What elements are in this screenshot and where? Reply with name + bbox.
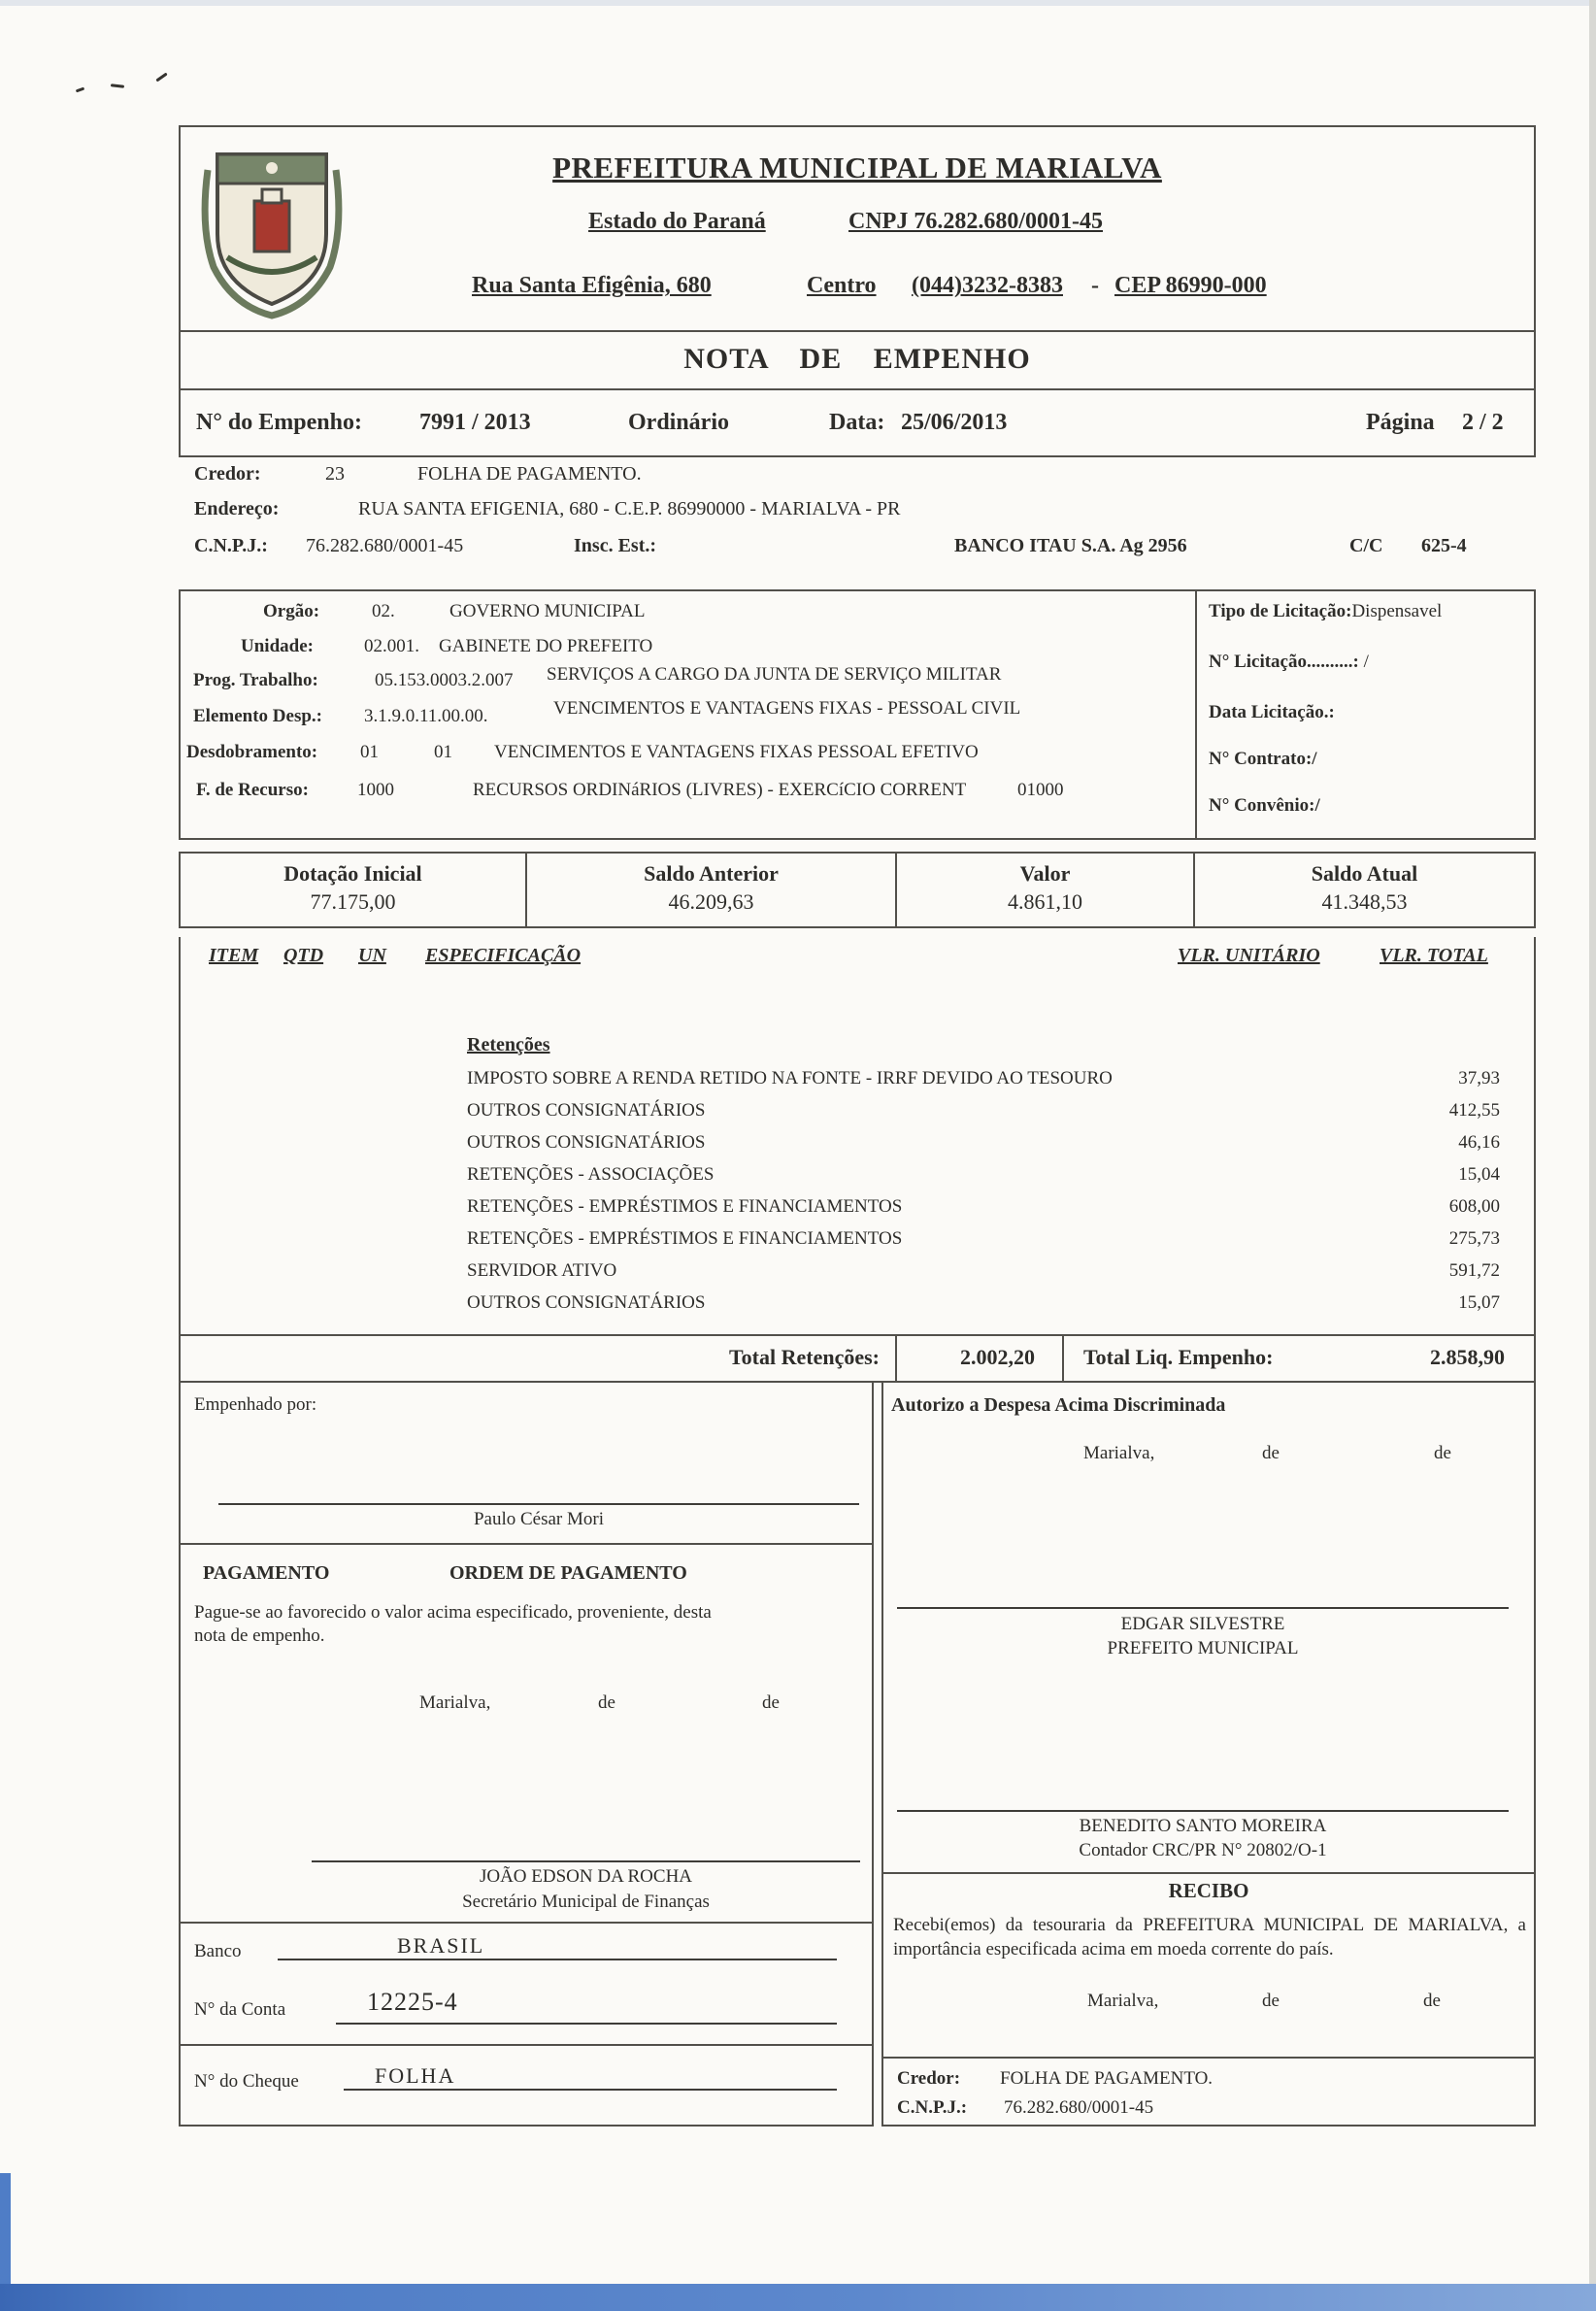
col-un: UN: [358, 945, 386, 966]
saldos-header: Valor: [1019, 861, 1071, 886]
recibo-title: RECIBO: [1168, 1879, 1249, 1902]
col-vlr-unitario: VLR. UNITÁRIO: [1178, 945, 1320, 966]
retencao-value: 37,93: [1458, 1068, 1500, 1089]
signature-line: [897, 1607, 1509, 1609]
retencoes-list: [467, 1068, 1500, 1324]
date-de-label: de: [1262, 1991, 1280, 2011]
signer-name: BENEDITO SANTO MOREIRA: [1079, 1816, 1327, 1836]
recibo-text: Recebi(emos) da tesouraria da PREFEITURA MUNICIPAL DE MARIALVA, a importância especificada acima em moeda corrente do país.: [893, 1915, 1526, 1959]
pagamento-title: PAGAMENTO: [203, 1562, 330, 1584]
city-label: Marialva,: [1087, 1991, 1159, 2011]
saldos-header: Saldo Anterior: [644, 861, 779, 886]
signer-role: Secretário Municipal de Finanças: [462, 1892, 710, 1912]
total-retencoes-value: 2.002,20: [897, 1336, 1064, 1381]
unidade-code: 02.001.: [364, 636, 419, 656]
retencao-value: 608,00: [1448, 1196, 1500, 1217]
retencoes-box: [179, 937, 1536, 1334]
tipo-licitacao-line: [1209, 601, 1442, 622]
retencao-row: [467, 1164, 1500, 1196]
retencao-desc: RETENÇÕES - EMPRÉSTIMOS E FINANCIAMENTOS: [467, 1228, 903, 1249]
retencao-value: 275,73: [1448, 1228, 1500, 1249]
conta-field-line: [336, 2023, 837, 2025]
prog-trabalho-desc: SERVIÇOS A CARGO DA JUNTA DE SERVIÇO MILITAR: [547, 664, 1002, 685]
signer-role: PREFEITO MUNICIPAL: [1107, 1638, 1299, 1658]
total-liquido-label: Total Liq. Empenho:: [1083, 1345, 1274, 1369]
retencao-value: 15,04: [1458, 1164, 1500, 1185]
total-liquido-cell: [1064, 1336, 1534, 1381]
saldos-value: 46.209,63: [668, 889, 754, 914]
fonte-recurso-code2: 01000: [1017, 780, 1064, 800]
desdobramento-label: Desdobramento:: [186, 742, 318, 762]
retencao-value: 412,55: [1448, 1100, 1500, 1121]
num-licitacao-label: N° Licitação..........:: [1209, 652, 1359, 672]
saldos-value: 77.175,00: [310, 889, 396, 914]
pen-mark: [155, 73, 167, 83]
data-licitacao-label: Data Licitação.:: [1209, 702, 1335, 722]
retencao-desc: OUTROS CONSIGNATÁRIOS: [467, 1100, 706, 1121]
saldos-header: Dotação Inicial: [283, 861, 422, 886]
autorizacao-title: Autorizo a Despesa Acima Discriminada: [891, 1394, 1226, 1416]
credor-code: 23: [325, 463, 345, 485]
empenho-row: [179, 390, 1536, 457]
conta-label: N° da Conta: [194, 1999, 286, 2020]
signature-line: [218, 1503, 859, 1505]
retencao-row: [467, 1196, 1500, 1228]
document-header: [179, 125, 1536, 332]
scan-edge-top: [0, 0, 1596, 6]
totais-row: [179, 1334, 1536, 1383]
elemento-desp-label: Elemento Desp.:: [193, 706, 322, 726]
banco-value: BRASIL: [397, 1933, 485, 1958]
cc-label: C/C: [1349, 535, 1383, 556]
tipo-licitacao-value: Dispensavel: [1351, 601, 1443, 621]
header-cnpj: CNPJ 76.282.680/0001-45: [848, 209, 1103, 234]
cnpj-label: C.N.P.J.:: [194, 535, 268, 556]
header-dash: -: [1091, 273, 1099, 298]
fonte-recurso-label: F. de Recurso:: [196, 780, 309, 800]
date-de-label: de: [1434, 1443, 1451, 1463]
retencao-value: 15,07: [1458, 1292, 1500, 1313]
retencao-desc: RETENÇÕES - EMPRÉSTIMOS E FINANCIAMENTOS: [467, 1196, 903, 1217]
num-convenio-label: N° Convênio:/: [1209, 795, 1320, 816]
retencao-desc: SERVIDOR ATIVO: [467, 1260, 617, 1281]
header-state: Estado do Paraná: [588, 209, 766, 234]
page-label: Página: [1366, 410, 1435, 435]
banco-conta-box: [179, 1924, 874, 2046]
endereco-value: RUA SANTA EFIGENIA, 680 - C.E.P. 86990000 - MARIALVA - PR: [358, 498, 901, 519]
saldos-value: 41.348,53: [1321, 889, 1408, 914]
ordem-pagamento-title: ORDEM DE PAGAMENTO: [449, 1562, 687, 1584]
header-address: Rua Santa Efigênia, 680: [472, 273, 712, 298]
elemento-desp-desc: VENCIMENTOS E VANTAGENS FIXAS - PESSOAL CIVIL: [553, 698, 1021, 719]
scan-artifact-bottom: [0, 2284, 1596, 2311]
orcamento-box: [179, 589, 1536, 840]
retencao-row: [467, 1228, 1500, 1260]
scan-edge-right: [1589, 0, 1596, 2311]
total-retencoes-label: Total Retenções:: [181, 1336, 897, 1381]
banco-agencia: BANCO ITAU S.A. Ag 2956: [954, 535, 1187, 556]
saldos-header: Saldo Atual: [1311, 861, 1418, 886]
prog-trabalho-label: Prog. Trabalho:: [193, 670, 318, 690]
credor-label: Credor:: [194, 463, 261, 485]
fonte-recurso-code: 1000: [357, 780, 394, 800]
cnpj-value: 76.282.680/0001-45: [306, 535, 464, 556]
empenho-date-label: Data:: [829, 410, 885, 435]
num-contrato-label: N° Contrato:/: [1209, 749, 1317, 769]
empenho-kind: Ordinário: [628, 410, 730, 435]
city-label: Marialva,: [1083, 1443, 1155, 1463]
cheque-value: FOLHA: [375, 2063, 456, 2088]
num-licitacao-value: /: [1363, 652, 1369, 672]
retencao-row: [467, 1068, 1500, 1100]
signer-name: EDGAR SILVESTRE: [1120, 1614, 1285, 1634]
pen-mark: [76, 87, 84, 93]
saldos-col-saldo-anterior: [527, 854, 897, 926]
doc-title: NOTA DE EMPENHO: [683, 343, 1031, 375]
retencao-value: 591,72: [1448, 1260, 1500, 1281]
endereco-label: Endereço:: [194, 498, 280, 519]
retencao-value: 46,16: [1458, 1132, 1500, 1153]
city-label: Marialva,: [419, 1692, 491, 1713]
cc-value: 625-4: [1421, 535, 1467, 556]
conta-value: 12225-4: [367, 1988, 458, 2016]
empenho-number-label: N° do Empenho:: [196, 410, 362, 435]
col-qtd: QTD: [283, 945, 324, 966]
signer-name: Paulo César Mori: [473, 1509, 605, 1529]
retencao-desc: IMPOSTO SOBRE A RENDA RETIDO NA FONTE - IRRF DEVIDO AO TESOURO: [467, 1068, 1113, 1089]
orgao-desc: GOVERNO MUNICIPAL: [449, 601, 646, 621]
retencao-row: [467, 1292, 1500, 1324]
saldos-col-valor: [897, 854, 1195, 926]
retencoes-title: Retenções: [467, 1034, 550, 1055]
recibo-divider: [883, 1872, 1534, 1874]
elemento-desp-code: 3.1.9.0.11.00.00.: [364, 706, 488, 726]
saldos-value: 4.861,10: [1008, 889, 1082, 914]
desdobramento-code2: 01: [434, 742, 452, 762]
date-de-label: de: [1423, 1991, 1441, 2011]
empenhado-por-box: [179, 1383, 874, 1545]
header-cep: CEP 86990-000: [1114, 273, 1267, 298]
recibo-credor-label: Credor:: [897, 2068, 961, 2089]
autorizacao-recibo-box: [881, 1383, 1536, 2127]
ordem-pagamento-text: Pague-se ao favorecido o valor acima especificado, proveniente, desta nota de empenho.: [194, 1602, 712, 1646]
pen-marks: [76, 74, 192, 101]
unidade-desc: GABINETE DO PREFEITO: [439, 636, 653, 656]
credor-name: FOLHA DE PAGAMENTO.: [417, 463, 642, 485]
page-value: 2 / 2: [1462, 410, 1504, 435]
col-especificacao: ESPECIFICAÇÃO: [425, 945, 582, 966]
signatures-area: [179, 1383, 1536, 2127]
saldos-table: [179, 852, 1536, 928]
cheque-box: [179, 2046, 874, 2127]
ordem-pagamento-box: [179, 1545, 874, 1924]
header-district: Centro: [807, 273, 877, 298]
signature-line: [312, 1860, 860, 1862]
retencao-desc: OUTROS CONSIGNATÁRIOS: [467, 1292, 706, 1313]
fonte-recurso-desc: RECURSOS ORDINáRIOS (LIVRES) - EXERCíCIO CORRENT: [473, 780, 967, 800]
signer-name: JOÃO EDSON DA ROCHA: [479, 1866, 693, 1887]
licitacao-divider: [1195, 591, 1197, 838]
recibo-cnpj-label: C.N.P.J.:: [897, 2097, 968, 2118]
nota-de-empenho-document: [179, 125, 1536, 2127]
col-vlr-total: VLR. TOTAL: [1380, 945, 1488, 966]
pen-mark: [111, 84, 124, 87]
tipo-licitacao-label: Tipo de Licitação:: [1209, 601, 1352, 621]
doc-title-bar: [179, 332, 1536, 390]
cheque-label: N° do Cheque: [194, 2071, 299, 2092]
desdobramento-code1: 01: [360, 742, 379, 762]
empenhado-por-label: Empenhado por:: [194, 1394, 317, 1415]
prog-trabalho-code: 05.153.0003.2.007: [375, 670, 514, 690]
orgao-label: Orgão:: [263, 601, 320, 621]
empenho-number: 7991 / 2013: [419, 410, 531, 435]
total-liquido-value: 2.858,90: [1430, 1345, 1505, 1369]
recibo-credor-divider: [883, 2057, 1534, 2059]
retencao-desc: RETENÇÕES - ASSOCIAÇÕES: [467, 1164, 715, 1185]
saldos-col-dotacao-inicial: [181, 854, 527, 926]
retencao-row: [467, 1100, 1500, 1132]
num-licitacao-line: [1209, 652, 1369, 673]
signature-line: [897, 1810, 1509, 1812]
saldos-col-saldo-atual: [1195, 854, 1534, 926]
recibo-credor-value: FOLHA DE PAGAMENTO.: [1000, 2068, 1214, 2089]
retencao-desc: OUTROS CONSIGNATÁRIOS: [467, 1132, 706, 1153]
recibo-cnpj-value: 76.282.680/0001-45: [1004, 2097, 1154, 2118]
unidade-label: Unidade:: [241, 636, 314, 656]
cheque-field-line: [344, 2089, 837, 2091]
banco-field-line: [278, 1959, 837, 1960]
credor-block: [179, 457, 1536, 589]
orgao-code: 02.: [372, 601, 395, 621]
retencao-row: [467, 1260, 1500, 1292]
retencao-row: [467, 1132, 1500, 1164]
empenho-date: 25/06/2013: [901, 410, 1008, 435]
header-phone: (044)3232-8383: [912, 273, 1063, 298]
banco-label: Banco: [194, 1941, 242, 1961]
desdobramento-desc: VENCIMENTOS E VANTAGENS FIXAS PESSOAL EFETIVO: [494, 742, 979, 762]
date-de-label: de: [598, 1692, 615, 1713]
insc-est-label: Insc. Est.:: [574, 535, 657, 556]
date-de-label: de: [762, 1692, 780, 1713]
date-de-label: de: [1262, 1443, 1280, 1463]
signer-role: Contador CRC/PR N° 20802/O-1: [1079, 1840, 1327, 1860]
col-item: ITEM: [209, 945, 259, 966]
header-title: PREFEITURA MUNICIPAL DE MARIALVA: [552, 151, 1162, 184]
